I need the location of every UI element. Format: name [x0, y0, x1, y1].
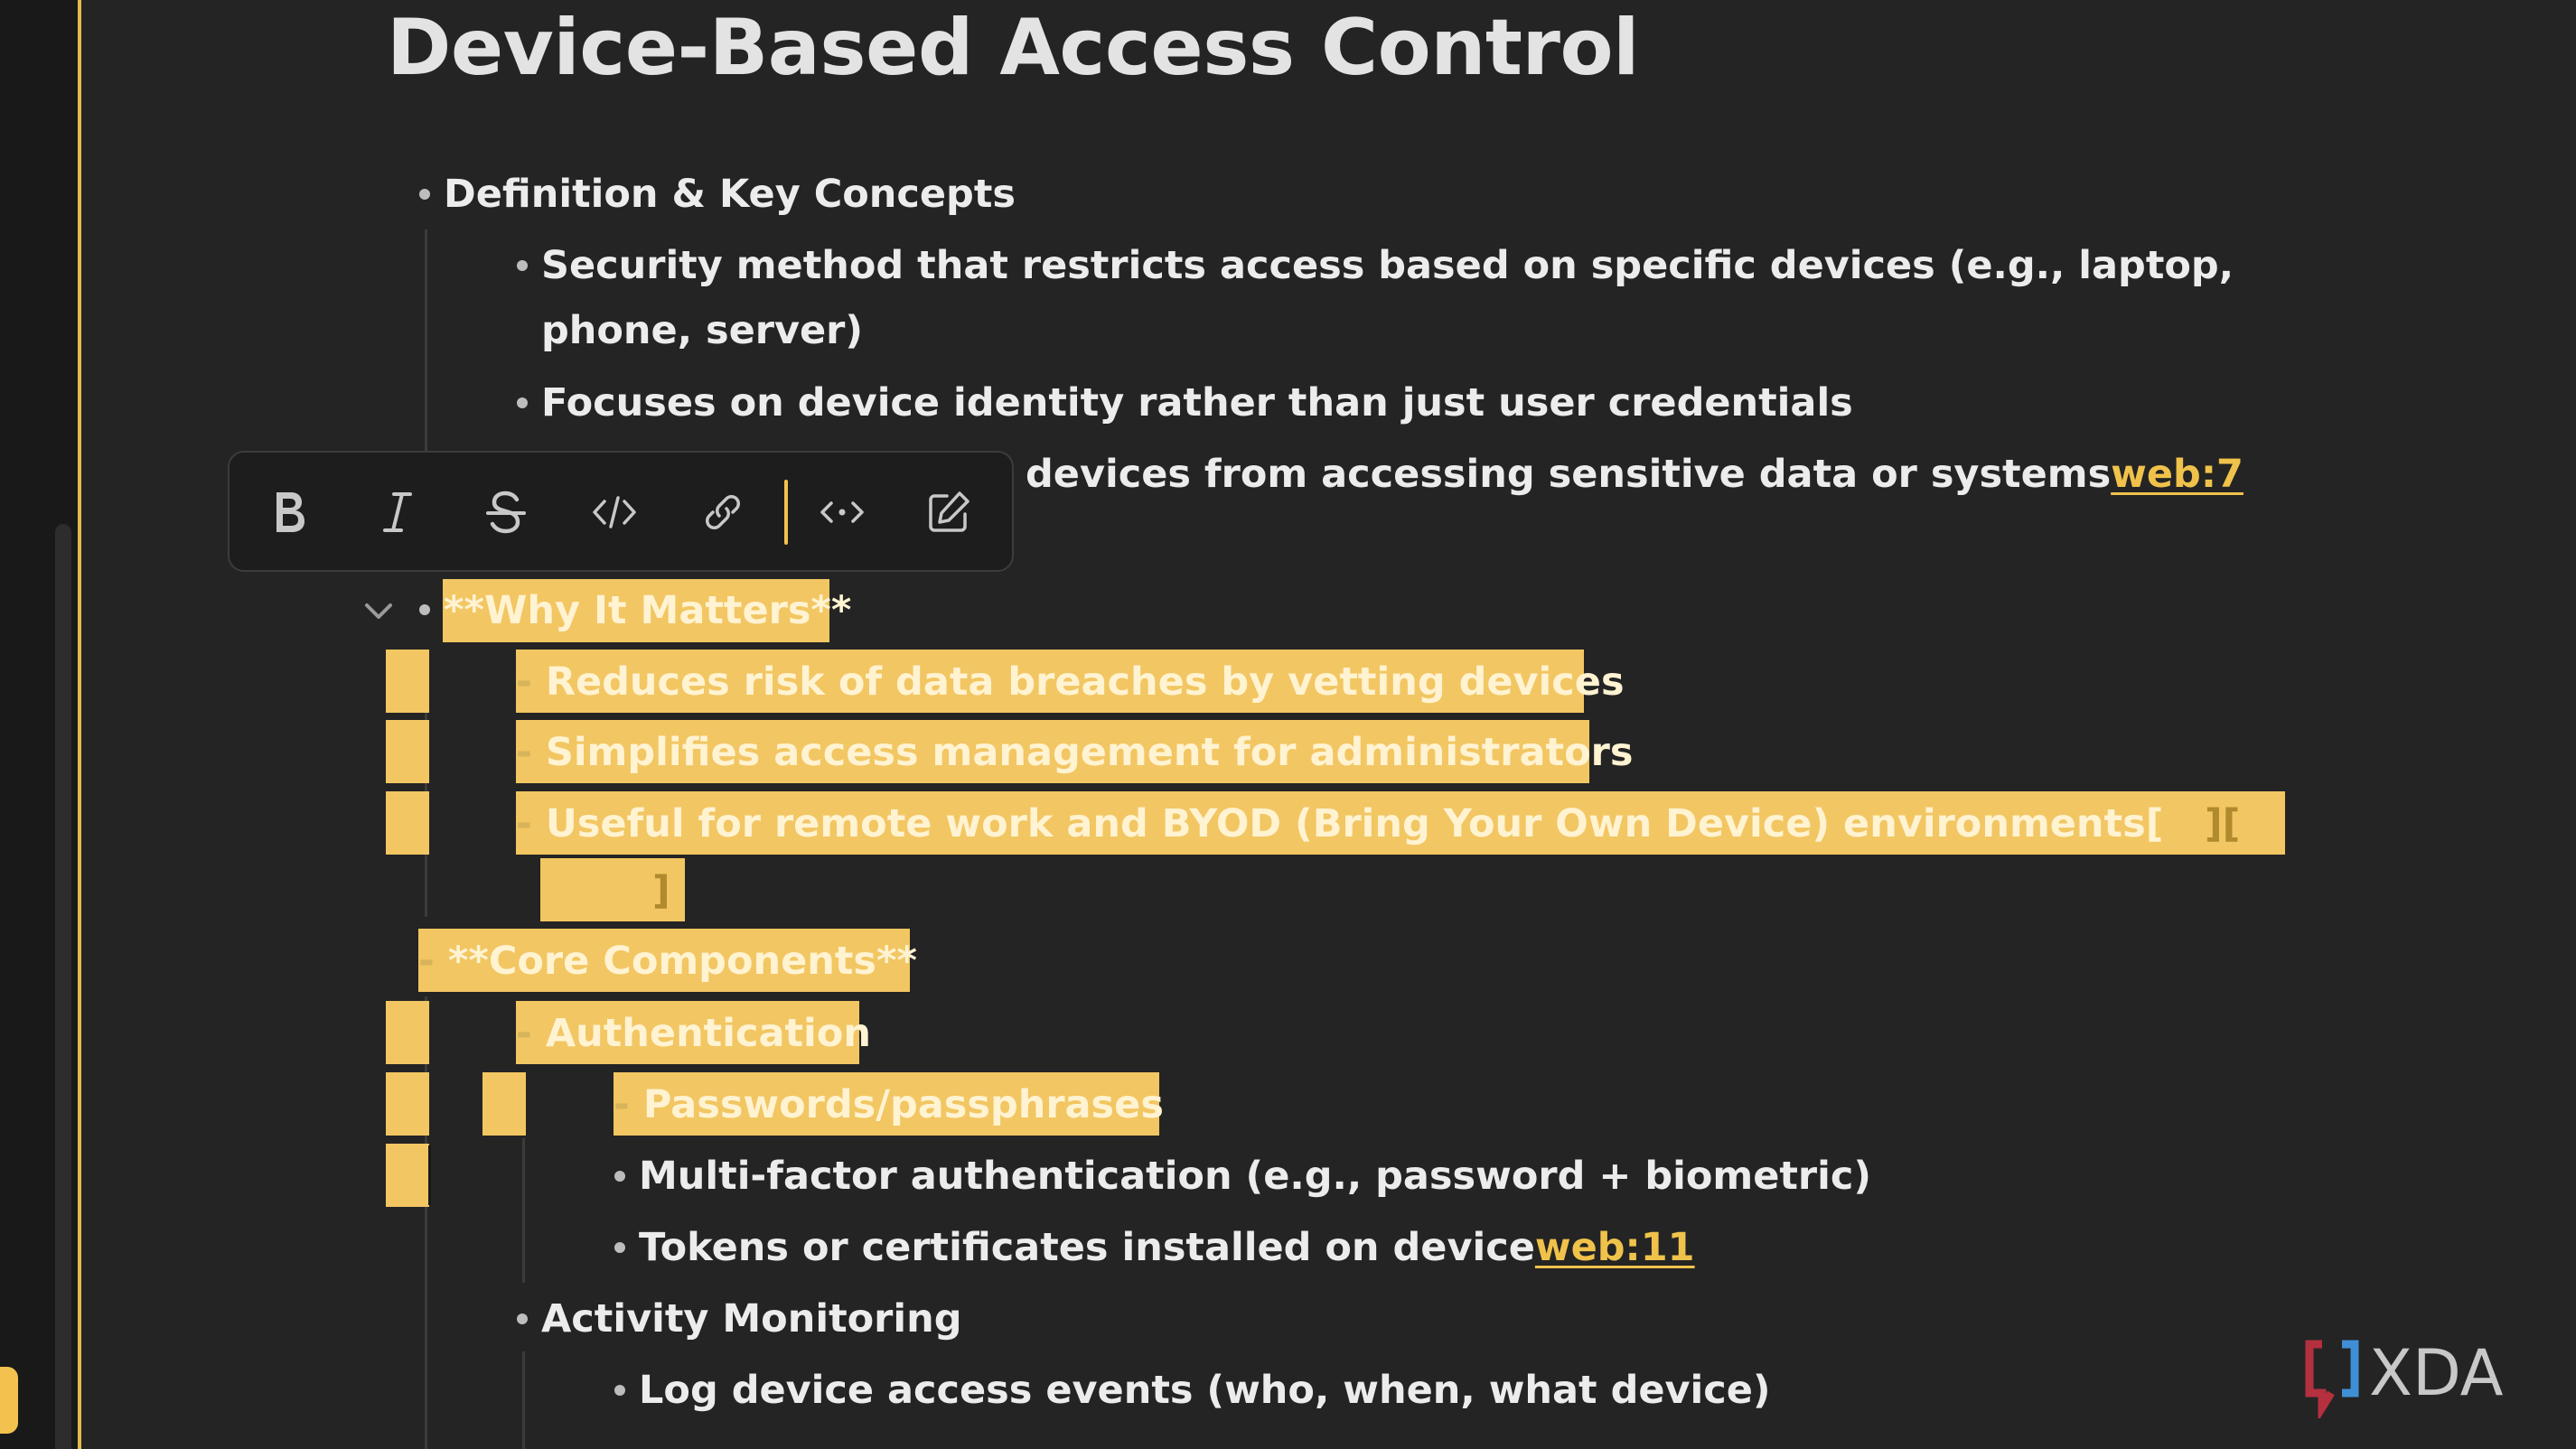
subheading-activity-monitoring[interactable]: Activity Monitoring — [541, 1296, 962, 1341]
indent-guide — [522, 1351, 525, 1449]
bullet — [614, 1171, 625, 1182]
italic-icon — [378, 489, 417, 536]
edit-button[interactable] — [914, 478, 983, 547]
text-caret — [428, 1145, 431, 1205]
bullet — [614, 1242, 625, 1253]
selection-highlight — [386, 650, 429, 713]
list-item[interactable] — [614, 1072, 1164, 1137]
bullet — [517, 260, 528, 271]
bracket-mid: ][ — [2205, 801, 2241, 846]
list-item-text: devices from accessing sensitive data or systems — [1026, 452, 2112, 497]
list-marker: - — [516, 801, 532, 846]
list-item-text: Simplifies access management for administrators — [545, 730, 1634, 775]
citation-link[interactable]: web:11 — [1534, 1225, 1695, 1270]
selection-highlight — [482, 1072, 526, 1136]
xda-brand-text: XDA — [2369, 1337, 2504, 1410]
selection-highlight — [386, 791, 429, 855]
editor-border-accent — [78, 0, 81, 1449]
bullet — [517, 397, 528, 408]
list-item[interactable]: Focuses on device identity rather than just user credentials — [541, 380, 1853, 425]
list-marker: - — [418, 939, 435, 984]
bullet — [614, 1385, 625, 1396]
xda-watermark — [2302, 1337, 2546, 1418]
list-item-text: **Core Components** — [447, 939, 917, 984]
section-heading-core-components[interactable] — [418, 929, 917, 994]
bracket-close: ] — [652, 868, 670, 913]
citation-link[interactable]: web:7 — [2111, 452, 2243, 497]
selection-highlight — [386, 1144, 429, 1207]
list-item-text: Passwords/passphrases — [642, 1082, 1164, 1127]
section-heading-definition[interactable]: Definition & Key Concepts — [444, 172, 1016, 217]
list-item[interactable] — [516, 720, 1633, 785]
selection-highlight — [386, 1001, 429, 1064]
list-marker: - — [516, 730, 532, 775]
edit-icon — [925, 489, 972, 536]
list-item[interactable] — [639, 1215, 1695, 1280]
list-item[interactable]: Security method that restricts access based on specific devices (e.g., laptop, — [541, 243, 2234, 288]
bold-button[interactable] — [255, 478, 323, 547]
list-item-text: Useful for remote work and BYOD (Bring Your Own Device) environments — [545, 801, 2146, 846]
link-button[interactable] — [688, 478, 757, 547]
list-item[interactable] — [516, 791, 2163, 856]
indent-guide — [522, 1138, 525, 1283]
italic-button[interactable] — [363, 478, 432, 547]
sidebar-tab-handle[interactable] — [0, 1367, 18, 1434]
formatting-toolbar — [228, 451, 1014, 572]
subheading-authentication[interactable] — [516, 1001, 871, 1066]
xda-logo-icon — [2302, 1337, 2546, 1418]
code-icon — [591, 492, 638, 532]
list-item[interactable]: Log device access events (who, when, what device) — [639, 1368, 1771, 1413]
code-button[interactable] — [580, 478, 649, 547]
bullet — [419, 604, 430, 615]
section-heading-why-it-matters[interactable]: **Why It Matters** — [444, 588, 852, 633]
list-marker: - — [516, 1011, 532, 1056]
indent-guide — [425, 996, 427, 1449]
list-item[interactable] — [1026, 442, 2243, 507]
indent-guide — [425, 229, 427, 463]
sidebar-scrollbar[interactable] — [55, 524, 71, 1449]
bold-icon — [267, 489, 311, 536]
list-marker: - — [516, 659, 532, 705]
list-item-text: Tokens or certificates installed on device — [639, 1225, 1535, 1270]
toolbar-separator — [784, 480, 788, 545]
collapse-chevron-icon[interactable] — [360, 592, 398, 630]
list-item[interactable]: phone, server) — [541, 308, 864, 353]
list-item[interactable]: Multi-factor authentication (e.g., password + biometric) — [639, 1154, 1872, 1199]
inline-reference-icon — [819, 494, 866, 530]
list-item-text: Authentication — [545, 1011, 871, 1056]
selection-highlight — [386, 720, 429, 783]
list-item-text: Reduces risk of data breaches by vetting devices — [545, 659, 1625, 705]
page-title[interactable]: Device-Based Access Control — [387, 3, 1640, 93]
bracket-open: [ — [2145, 801, 2164, 846]
bullet — [517, 1313, 528, 1324]
list-item[interactable] — [516, 650, 1625, 715]
strikethrough-button[interactable] — [472, 478, 540, 547]
inline-reference-button[interactable] — [808, 478, 876, 547]
strikethrough-icon — [484, 489, 528, 536]
selection-highlight — [386, 1072, 429, 1136]
bullet — [419, 189, 430, 200]
list-marker: - — [614, 1082, 630, 1127]
link-icon — [699, 489, 746, 536]
